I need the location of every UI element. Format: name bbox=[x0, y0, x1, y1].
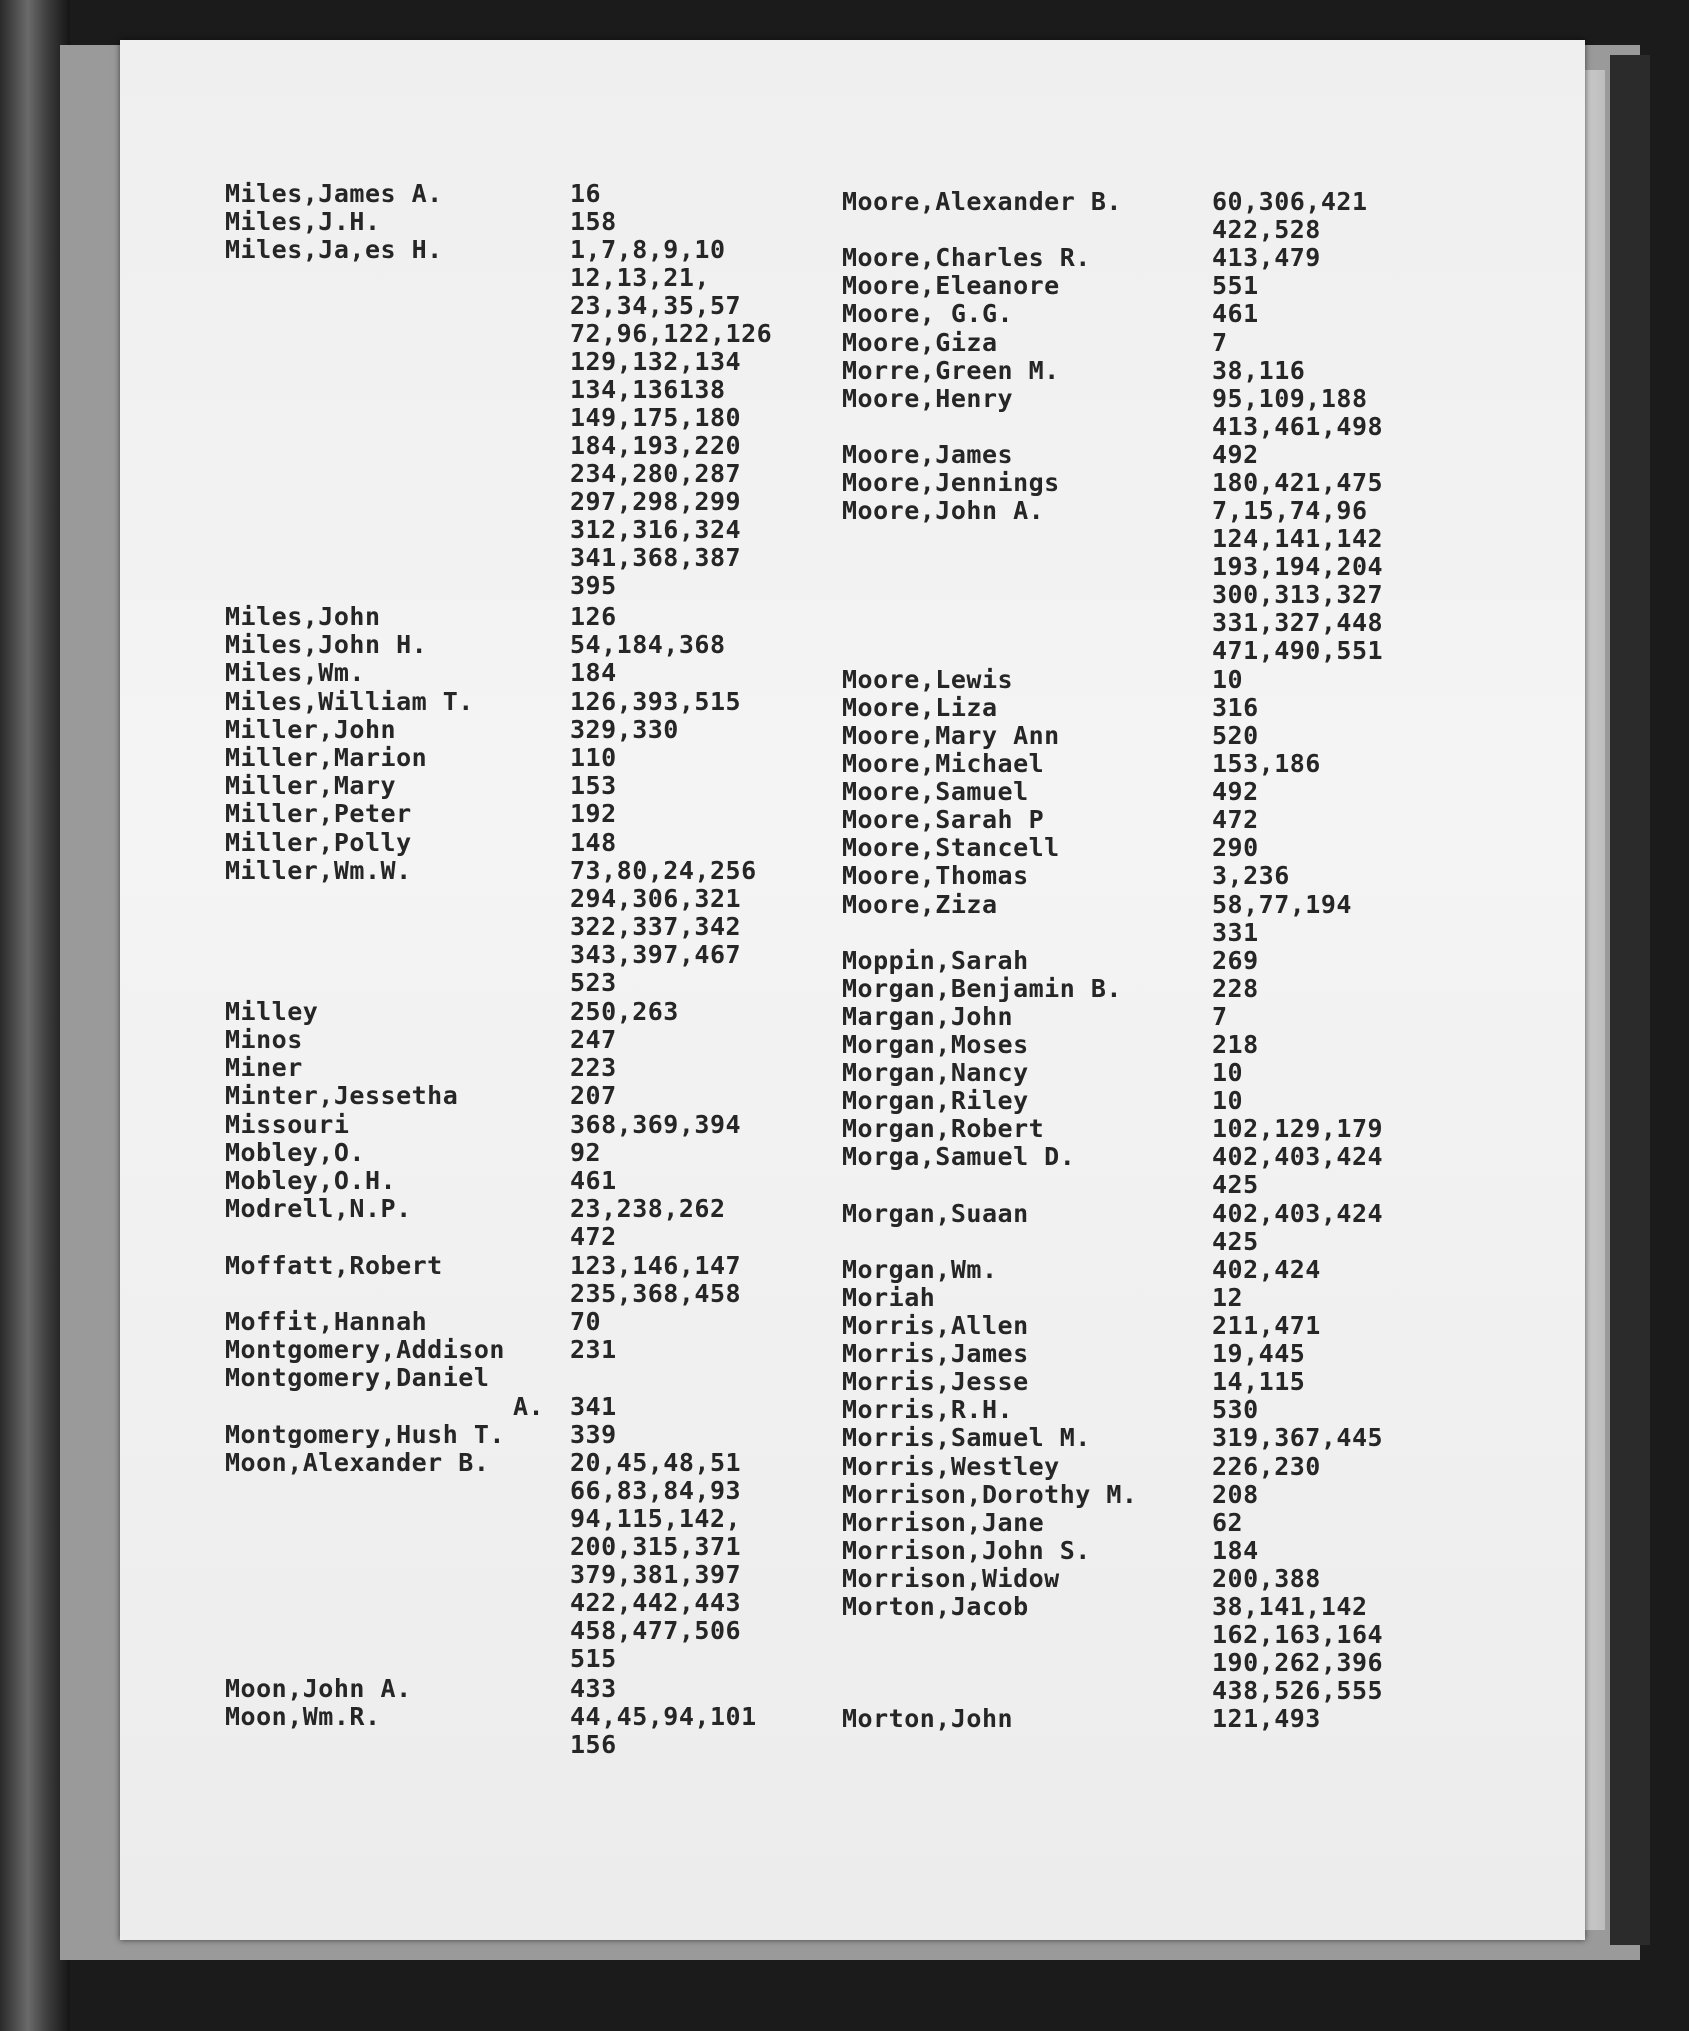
entry-name: A. bbox=[513, 1391, 545, 1421]
entry-name: Morgan,Robert bbox=[842, 1114, 1045, 1144]
page-ref-line: 7,15,74,96 bbox=[1212, 496, 1368, 526]
entry-name: Moon,John A. bbox=[225, 1673, 412, 1703]
page-ref-line: 1,7,8,9,10 bbox=[570, 235, 726, 265]
entry-name: Miller,Marion bbox=[225, 743, 428, 772]
entry-name: Morrison,Widow bbox=[842, 1563, 1060, 1593]
page-ref-line: 402,403,424 bbox=[1212, 1198, 1384, 1228]
entry-pages bbox=[570, 603, 617, 631]
entry-name: Miller,Mary bbox=[225, 771, 397, 801]
entry-pages bbox=[570, 1026, 617, 1054]
entry-name: Miller,Peter bbox=[225, 799, 412, 829]
entry-pages bbox=[570, 688, 741, 716]
entry-pages bbox=[1212, 1565, 1321, 1593]
page-ref-line: 492 bbox=[1212, 777, 1259, 807]
entry-name: Morris,Allen bbox=[842, 1311, 1029, 1340]
entry-name: Moore,Ziza bbox=[842, 889, 998, 919]
entry-pages bbox=[1212, 272, 1259, 300]
entry-name: Moore,Stancell bbox=[842, 833, 1060, 863]
entry-name: Missouri bbox=[225, 1109, 350, 1139]
entry-pages bbox=[1212, 329, 1228, 357]
entry-name: Margan,John bbox=[842, 1001, 1014, 1031]
entry-name: Moriah bbox=[842, 1282, 936, 1312]
entry-name: Modrell,N.P. bbox=[225, 1194, 412, 1224]
page-ref-line: 23,238,262 bbox=[570, 1194, 726, 1224]
entry-pages bbox=[570, 716, 679, 744]
entry-pages bbox=[570, 829, 617, 857]
entry-name: Morton,Jacob bbox=[842, 1592, 1029, 1621]
page-ref-line: 235,368,458 bbox=[570, 1278, 742, 1308]
page-ref-line: 44,45,94,101 bbox=[570, 1701, 757, 1731]
entry-name: Morris,Samuel M. bbox=[842, 1423, 1091, 1453]
entry-pages bbox=[1212, 975, 1259, 1003]
entry-pages bbox=[1212, 750, 1321, 778]
page-ref-line: 7 bbox=[1212, 1001, 1228, 1031]
entry-pages bbox=[570, 1449, 741, 1673]
page-ref-line: 322,337,342 bbox=[570, 911, 742, 941]
page-ref-line: 38,116 bbox=[1212, 355, 1306, 385]
entry-name: Morton,John bbox=[842, 1704, 1014, 1734]
page-ref-line: 190,262,396 bbox=[1212, 1648, 1384, 1677]
page-ref-line: 162,163,164 bbox=[1212, 1620, 1384, 1649]
page-ref-line: 148 bbox=[570, 827, 617, 857]
entry-name: Miles,John H. bbox=[225, 630, 428, 660]
page-ref-line: 23,34,35,57 bbox=[570, 291, 742, 321]
entry-pages bbox=[1212, 1087, 1243, 1115]
entry-name: Moore,Henry bbox=[842, 383, 1014, 413]
entry-pages bbox=[1212, 1031, 1259, 1059]
page-ref-line: 208 bbox=[1212, 1479, 1259, 1509]
page-ref-line: 395 bbox=[570, 571, 617, 601]
page-ref-line: 192 bbox=[570, 799, 617, 829]
entry-name: Miles,John bbox=[225, 602, 381, 631]
page-ref-line: 110 bbox=[570, 743, 617, 772]
entry-pages bbox=[570, 208, 617, 236]
entry-pages bbox=[1212, 1453, 1321, 1481]
page-ref-line: 228 bbox=[1212, 973, 1259, 1003]
entry-pages bbox=[570, 1195, 726, 1251]
page-ref-line: 200,388 bbox=[1212, 1563, 1321, 1593]
entry-name: Moffatt,Robert bbox=[225, 1250, 443, 1280]
page-ref-line: 16 bbox=[570, 179, 602, 208]
page-ref-line: 341 bbox=[570, 1391, 617, 1421]
page-ref-line: 433 bbox=[570, 1673, 617, 1703]
page-ref-line: 58,77,194 bbox=[1212, 889, 1352, 919]
page-ref-line: 425 bbox=[1212, 1226, 1259, 1256]
page-ref-line: 10 bbox=[1212, 1086, 1244, 1116]
entry-pages bbox=[570, 772, 617, 800]
page-ref-line: 134,136138 bbox=[570, 375, 726, 405]
entry-pages bbox=[1212, 1593, 1383, 1705]
page-ref-line: 72,96,122,126 bbox=[570, 319, 773, 349]
page-ref-line: 70 bbox=[570, 1307, 602, 1336]
page-ref-line: 331,327,448 bbox=[1212, 608, 1384, 638]
page-ref-line: 331 bbox=[1212, 917, 1259, 947]
entry-pages bbox=[570, 236, 772, 600]
entry-name: Moffit,Hannah bbox=[225, 1307, 428, 1336]
page-ref-line: 149,175,180 bbox=[570, 403, 742, 433]
entry-name: Moon,Wm.R. bbox=[225, 1701, 381, 1731]
entry-name: Morgan,Suaan bbox=[842, 1198, 1029, 1228]
entry-pages bbox=[570, 1139, 601, 1167]
entry-pages bbox=[570, 1082, 617, 1110]
page-ref-line: 211,471 bbox=[1212, 1311, 1321, 1340]
entry-name: Mobley,O.H. bbox=[225, 1166, 397, 1195]
entry-pages bbox=[1212, 1340, 1305, 1368]
page-ref-line: 290 bbox=[1212, 833, 1259, 863]
page-ref-line: 438,526,555 bbox=[1212, 1676, 1384, 1705]
index-page bbox=[120, 40, 1585, 1940]
entry-name: Moore,Alexander B. bbox=[842, 187, 1122, 216]
page-ref-line: 425 bbox=[1212, 1170, 1259, 1200]
entry-name: Moore,Liza bbox=[842, 692, 998, 722]
entry-name: Morris,R.H. bbox=[842, 1395, 1014, 1425]
entry-pages bbox=[1212, 1143, 1383, 1199]
page-ref-line: 471,490,551 bbox=[1212, 636, 1384, 666]
entry-name: Morrison,Jane bbox=[842, 1507, 1045, 1537]
entry-name: Montgomery,Hush T. bbox=[225, 1419, 505, 1449]
entry-pages bbox=[1212, 947, 1259, 975]
entry-pages bbox=[1212, 778, 1259, 806]
entry-pages bbox=[570, 631, 726, 659]
page-ref-line: 223 bbox=[570, 1053, 617, 1083]
entry-name: Moore,Thomas bbox=[842, 861, 1029, 891]
entry-name: Miner bbox=[225, 1053, 303, 1083]
page-ref-line: 92 bbox=[570, 1137, 602, 1167]
page-ref-line: 234,280,287 bbox=[570, 459, 742, 489]
entry-name: Morrison,John S. bbox=[842, 1535, 1091, 1565]
entry-pages bbox=[570, 1336, 617, 1364]
page-ref-line: 126 bbox=[570, 602, 617, 631]
entry-name: Moore,Jennings bbox=[842, 468, 1060, 497]
entry-name: Moore,James bbox=[842, 439, 1014, 469]
entry-pages bbox=[1212, 244, 1321, 272]
entry-pages bbox=[1212, 806, 1259, 834]
entry-name: Milley bbox=[225, 996, 319, 1026]
entry-name: Moore, G.G. bbox=[842, 299, 1014, 329]
page-ref-line: 422,528 bbox=[1212, 215, 1321, 244]
entry-pages bbox=[1212, 300, 1259, 328]
entry-pages bbox=[570, 1252, 741, 1308]
entry-pages bbox=[1212, 469, 1383, 497]
entry-pages bbox=[570, 998, 679, 1026]
page-ref-line: 14,115 bbox=[1212, 1367, 1306, 1397]
page-ref-line: 231 bbox=[570, 1335, 617, 1365]
page-ref-line: 551 bbox=[1212, 271, 1259, 301]
entry-pages bbox=[1212, 834, 1259, 862]
page-ref-line: 153 bbox=[570, 771, 617, 801]
entry-pages bbox=[570, 1421, 617, 1449]
page-ref-line: 461 bbox=[1212, 299, 1259, 329]
page-ref-line: 247 bbox=[570, 1025, 617, 1054]
page-ref-line: 343,397,467 bbox=[570, 939, 742, 969]
entry-pages bbox=[1212, 1537, 1259, 1565]
entry-name: Moon,Alexander B. bbox=[225, 1448, 490, 1477]
page-ref-line: 158 bbox=[570, 207, 617, 237]
entry-pages bbox=[570, 1703, 757, 1759]
page-ref-line: 180,421,475 bbox=[1212, 468, 1384, 497]
entry-name: Mobley,O. bbox=[225, 1137, 365, 1167]
entry-name: Moore,Sarah P bbox=[842, 805, 1045, 835]
page-ref-line: 515 bbox=[570, 1644, 617, 1673]
page-ref-line: 7 bbox=[1212, 327, 1228, 357]
entry-pages bbox=[570, 1393, 617, 1421]
entry-name: Morgan,Nancy bbox=[842, 1058, 1029, 1088]
entry-name: Morgan,Riley bbox=[842, 1086, 1029, 1116]
entry-name: Morgan,Wm. bbox=[842, 1254, 998, 1284]
entry-pages bbox=[1212, 1396, 1259, 1424]
page-ref-line: 10 bbox=[1212, 1058, 1244, 1088]
entry-pages bbox=[1212, 1059, 1243, 1087]
page-ref-line: 472 bbox=[1212, 805, 1259, 835]
page-ref-line: 12 bbox=[1212, 1282, 1244, 1312]
entry-pages bbox=[1212, 1312, 1321, 1340]
entry-name: Miller,Polly bbox=[225, 827, 412, 857]
page-ref-line: 95,109,188 bbox=[1212, 383, 1368, 413]
page-ref-line: 66,83,84,93 bbox=[570, 1476, 742, 1505]
page-ref-line: 341,368,387 bbox=[570, 543, 742, 573]
entry-name: Moppin,Sarah bbox=[842, 945, 1029, 975]
entry-name: Moore,John A. bbox=[842, 496, 1045, 526]
entry-pages bbox=[570, 1675, 617, 1703]
entry-pages bbox=[1212, 1424, 1383, 1452]
page-ref-line: 294,306,321 bbox=[570, 883, 742, 913]
page-ref-line: 54,184,368 bbox=[570, 630, 726, 660]
entry-pages bbox=[1212, 1200, 1383, 1256]
entry-name: Morris,Jesse bbox=[842, 1367, 1029, 1397]
page-ref-line: 62 bbox=[1212, 1507, 1244, 1537]
page-ref-line: 422,442,443 bbox=[570, 1588, 742, 1617]
entry-name: Moore,Charles R. bbox=[842, 243, 1091, 273]
entry-pages bbox=[1212, 891, 1352, 947]
entry-name: Morris,James bbox=[842, 1339, 1029, 1369]
page-ref-line: 121,493 bbox=[1212, 1704, 1321, 1734]
page-ref-line: 184 bbox=[570, 658, 617, 688]
entry-pages bbox=[1212, 1368, 1305, 1396]
entry-name: Moore,Giza bbox=[842, 327, 998, 357]
page-ref-line: 250,263 bbox=[570, 996, 679, 1026]
page-ref-line: 300,313,327 bbox=[1212, 580, 1384, 610]
page-ref-line: 492 bbox=[1212, 439, 1259, 469]
page-ref-line: 413,461,498 bbox=[1212, 411, 1384, 441]
page-ref-line: 226,230 bbox=[1212, 1451, 1321, 1481]
entry-name: Miles,William T. bbox=[225, 686, 474, 716]
entry-name: Miller,Wm.W. bbox=[225, 855, 412, 885]
page-ref-line: 102,129,179 bbox=[1212, 1114, 1384, 1144]
entry-name: Morgan,Benjamin B. bbox=[842, 973, 1122, 1003]
page-ref-line: 19,445 bbox=[1212, 1339, 1306, 1369]
entry-pages bbox=[570, 1167, 617, 1195]
entry-pages bbox=[570, 659, 617, 687]
entry-pages bbox=[1212, 385, 1383, 441]
entry-name: Moore,Lewis bbox=[842, 664, 1014, 694]
entry-name: Miles,Ja,es H. bbox=[225, 235, 443, 265]
entry-name: Miller,John bbox=[225, 714, 397, 744]
entry-name: Minos bbox=[225, 1025, 303, 1054]
entry-pages bbox=[1212, 1115, 1383, 1143]
entry-name: Morga,Samuel D. bbox=[842, 1142, 1076, 1172]
entry-name: Morre,Green M. bbox=[842, 355, 1060, 385]
entry-pages bbox=[570, 857, 757, 997]
entry-pages bbox=[1212, 357, 1305, 385]
entry-pages bbox=[1212, 497, 1383, 665]
entry-name: Morgan,Moses bbox=[842, 1030, 1029, 1059]
entry-pages bbox=[1212, 1003, 1228, 1031]
page-ref-line: 73,80,24,256 bbox=[570, 855, 757, 885]
page-ref-line: 413,479 bbox=[1212, 243, 1321, 273]
entry-name: Morris,Westley bbox=[842, 1451, 1060, 1481]
entry-pages bbox=[570, 800, 617, 828]
entry-pages bbox=[570, 1111, 741, 1139]
entry-name: Moore,Samuel bbox=[842, 777, 1029, 807]
page-ref-line: 530 bbox=[1212, 1395, 1259, 1425]
entry-pages bbox=[570, 744, 617, 772]
page-ref-line: 368,369,394 bbox=[570, 1109, 742, 1139]
entry-name: Moore,Michael bbox=[842, 749, 1045, 778]
page-ref-line: 402,424 bbox=[1212, 1254, 1321, 1284]
page-ref-line: 458,477,506 bbox=[570, 1616, 742, 1645]
page-ref-line: 193,194,204 bbox=[1212, 552, 1384, 582]
page-ref-line: 123,146,147 bbox=[570, 1250, 742, 1280]
page-ref-line: 184,193,220 bbox=[570, 431, 742, 461]
entry-name: Miles,Wm. bbox=[225, 658, 365, 688]
entry-name: Montgomery,Addison bbox=[225, 1335, 505, 1365]
page-ref-line: 312,316,324 bbox=[570, 515, 742, 545]
page-ref-line: 126,393,515 bbox=[570, 686, 742, 716]
entry-pages bbox=[1212, 1705, 1321, 1733]
entry-pages bbox=[1212, 722, 1259, 750]
page-ref-line: 402,403,424 bbox=[1212, 1142, 1384, 1172]
page-ref-line: 269 bbox=[1212, 945, 1259, 975]
entry-pages bbox=[1212, 441, 1259, 469]
page-ref-line: 20,45,48,51 bbox=[570, 1448, 742, 1477]
page-ref-line: 523 bbox=[570, 967, 617, 997]
entry-pages bbox=[1212, 1284, 1243, 1312]
entry-pages bbox=[570, 180, 601, 208]
page-ref-line: 124,141,142 bbox=[1212, 524, 1384, 554]
right-frame bbox=[1610, 55, 1650, 1945]
page-ref-line: 472 bbox=[570, 1222, 617, 1252]
entry-name: Moore,Mary Ann bbox=[842, 720, 1060, 750]
page-ref-line: 379,381,397 bbox=[570, 1560, 742, 1589]
page-ref-line: 207 bbox=[570, 1081, 617, 1111]
page-ref-line: 156 bbox=[570, 1729, 617, 1759]
entry-pages bbox=[570, 1308, 601, 1336]
page-ref-line: 319,367,445 bbox=[1212, 1423, 1384, 1453]
entry-pages bbox=[1212, 188, 1368, 244]
page-ref-line: 297,298,299 bbox=[570, 487, 742, 517]
page-ref-line: 316 bbox=[1212, 692, 1259, 722]
entry-name: Moore,Eleanore bbox=[842, 271, 1060, 301]
entry-pages bbox=[1212, 1481, 1259, 1509]
entry-name: Miles,J.H. bbox=[225, 207, 381, 237]
page-ref-line: 10 bbox=[1212, 664, 1244, 694]
entry-pages bbox=[1212, 862, 1290, 890]
page-ref-line: 38,141,142 bbox=[1212, 1592, 1368, 1621]
page-ref-line: 218 bbox=[1212, 1030, 1259, 1059]
entry-name: Miles,James A. bbox=[225, 179, 443, 208]
entry-pages bbox=[570, 1054, 617, 1082]
page-ref-line: 94,115,142, bbox=[570, 1504, 742, 1533]
page-ref-line: 184 bbox=[1212, 1535, 1259, 1565]
page-ref-line: 329,330 bbox=[570, 714, 679, 744]
page-ref-line: 129,132,134 bbox=[570, 347, 742, 377]
entry-name: Montgomery,Daniel bbox=[225, 1363, 490, 1393]
entry-pages bbox=[1212, 694, 1259, 722]
page-ref-line: 12,13,21, bbox=[570, 263, 710, 293]
page-ref-line: 339 bbox=[570, 1419, 617, 1449]
entry-pages bbox=[1212, 1509, 1243, 1537]
page-ref-line: 3,236 bbox=[1212, 861, 1290, 891]
page-ref-line: 461 bbox=[570, 1166, 617, 1195]
page-ref-line: 520 bbox=[1212, 720, 1259, 750]
page-ref-line: 60,306,421 bbox=[1212, 187, 1368, 216]
entry-pages bbox=[1212, 666, 1243, 694]
entry-pages bbox=[1212, 1256, 1321, 1284]
entry-name: Minter,Jessetha bbox=[225, 1081, 459, 1111]
entry-name: Morrison,Dorothy M. bbox=[842, 1479, 1138, 1509]
page-ref-line: 200,315,371 bbox=[570, 1532, 742, 1561]
page-ref-line: 153,186 bbox=[1212, 749, 1321, 778]
